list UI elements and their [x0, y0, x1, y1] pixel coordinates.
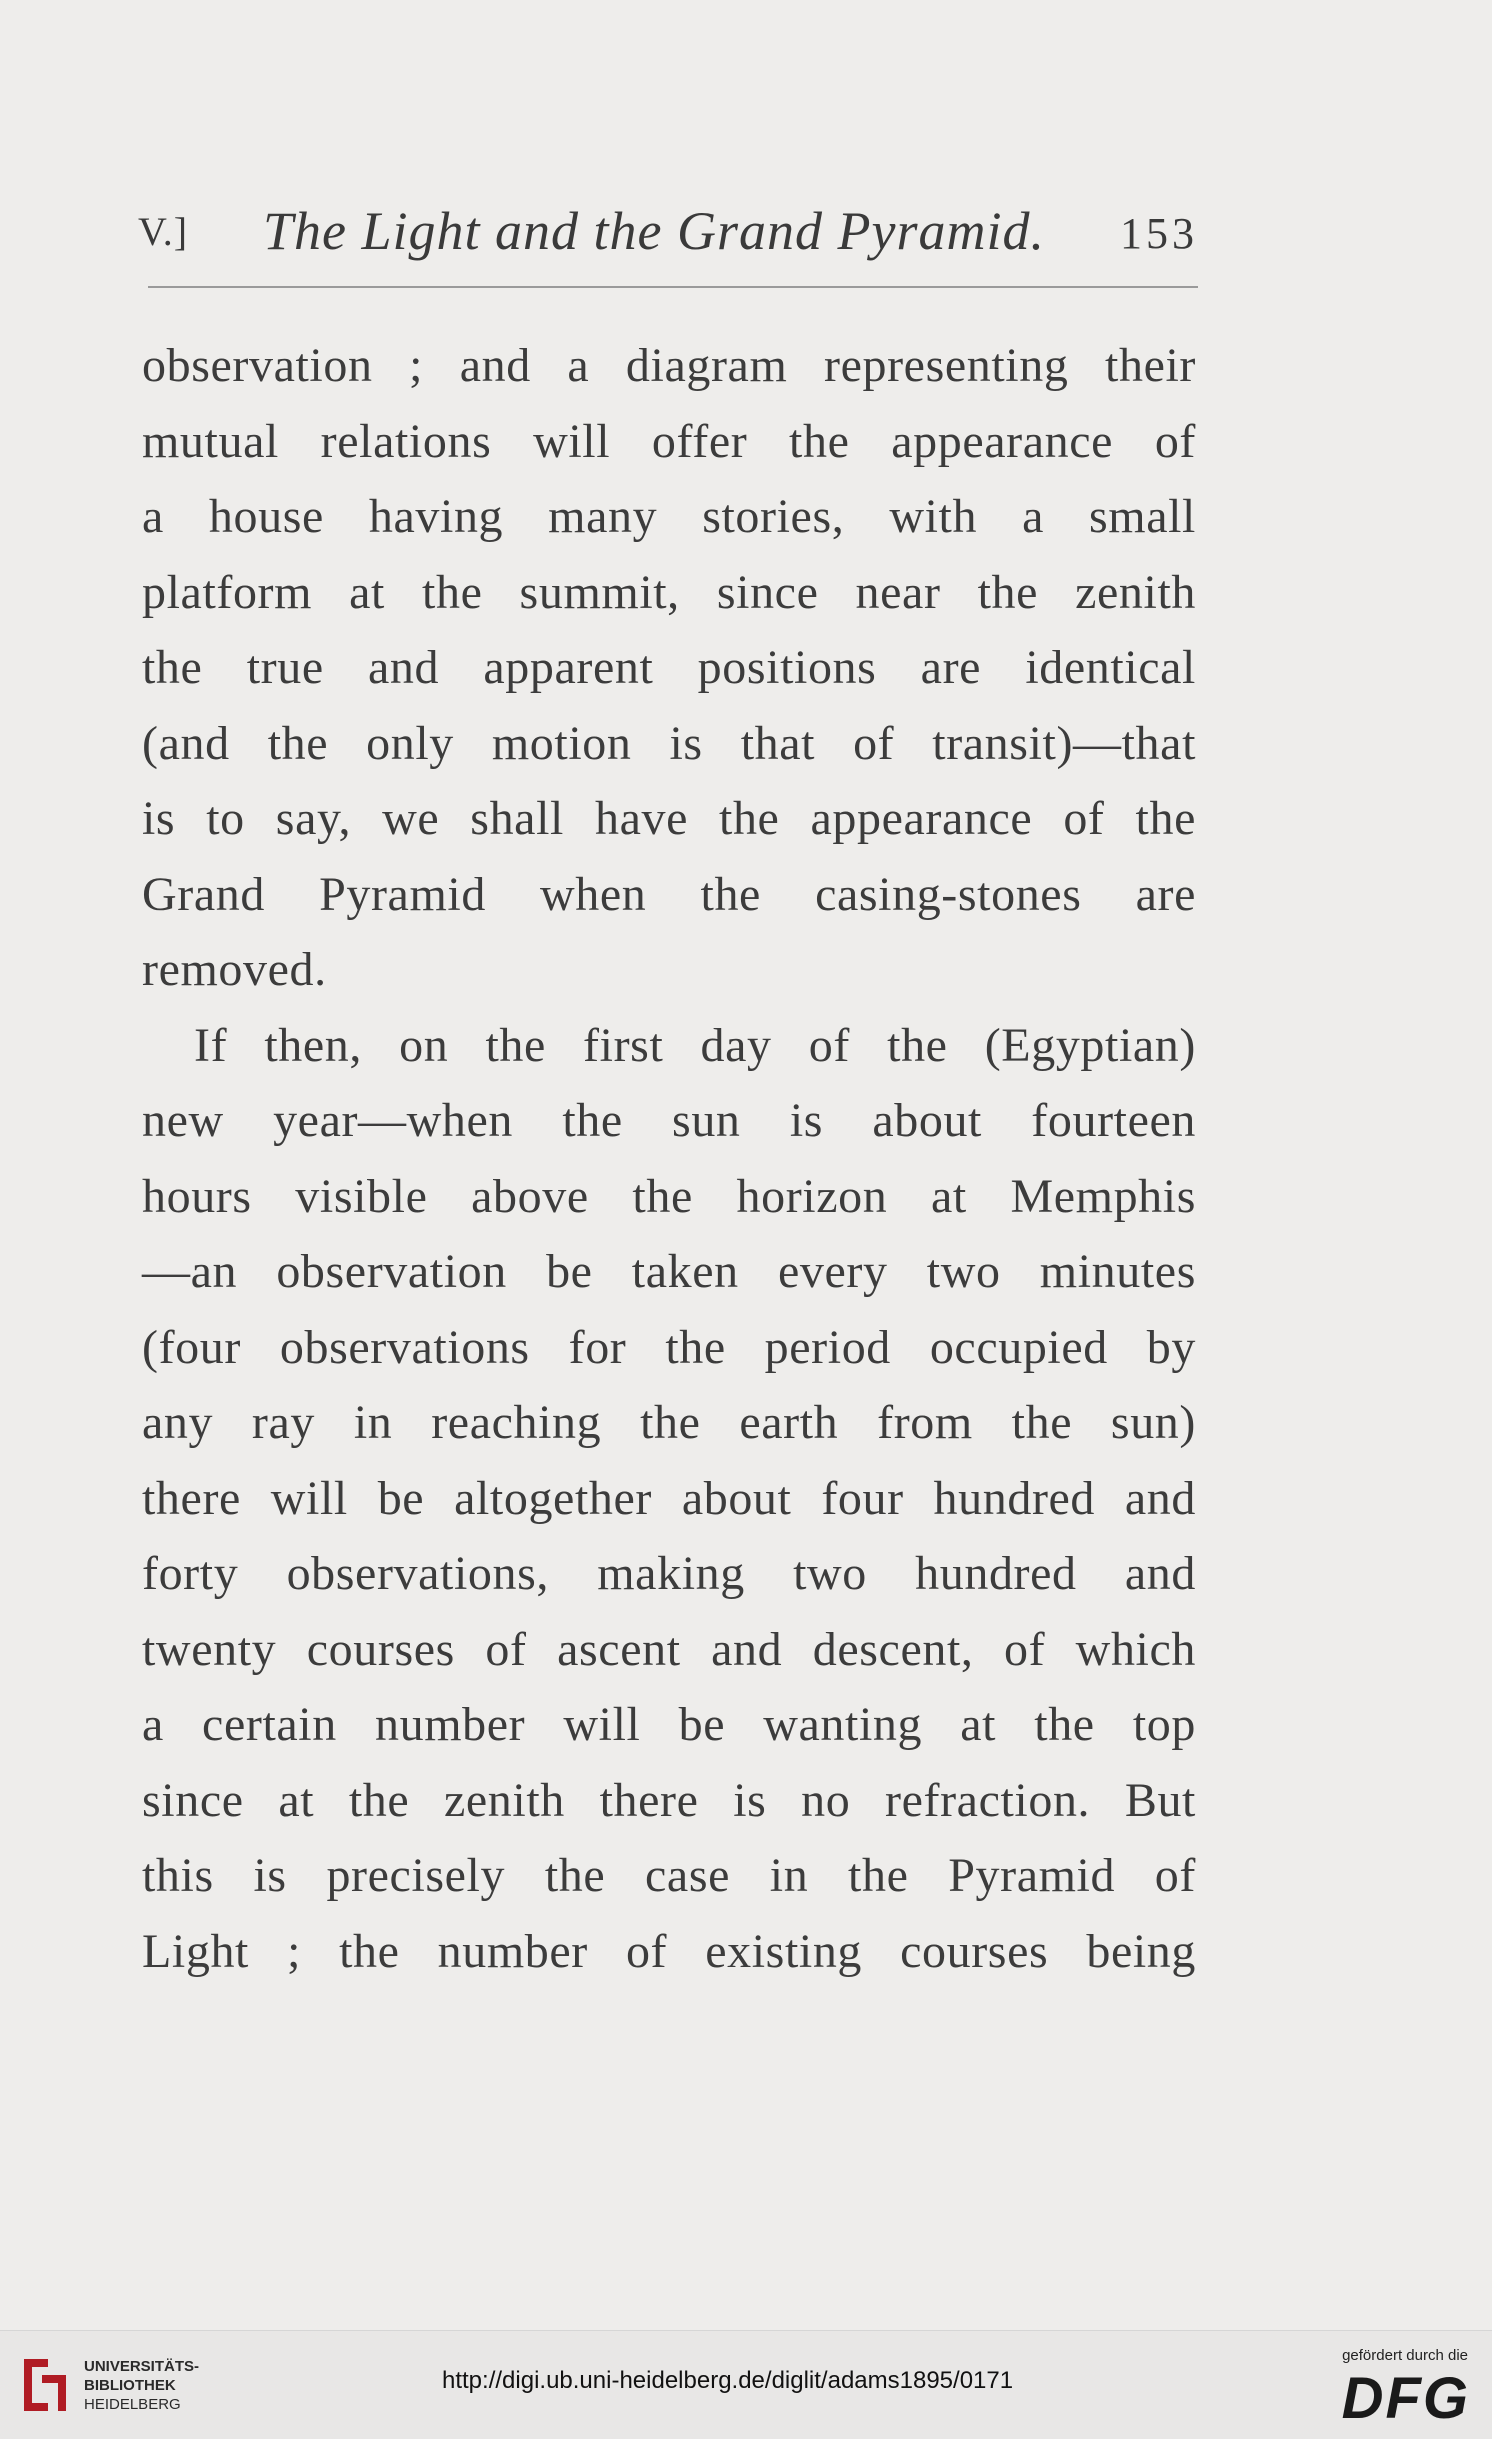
- text-line: removed.: [142, 943, 327, 996]
- text-line: the true and apparent positions are identical: [142, 641, 1196, 694]
- library-name-line: BIBLIOTHEK: [84, 2377, 176, 2394]
- text-line: a certain number will be wanting at the top: [142, 1698, 1196, 1751]
- library-name: [84, 2357, 199, 2414]
- page-number: 153: [1120, 209, 1198, 258]
- permalink-url[interactable]: http://digi.ub.uni-heidelberg.de/diglit/adams1895/0171: [442, 2367, 1014, 2394]
- text-line: mutual relations will offer the appearance of: [142, 414, 1196, 468]
- dfg-logo: DFG: [1341, 2366, 1470, 2431]
- text-line: this is precisely the case in the Pyramid of: [142, 1849, 1196, 1902]
- text-line: is to say, we shall have the appearance of the: [142, 792, 1196, 845]
- funder-caption: gefördert durch die: [1342, 2347, 1468, 2364]
- text-line: Light ; the number of existing courses being: [142, 1924, 1196, 1978]
- text-line: (four observations for the period occupied by: [142, 1320, 1196, 1374]
- footer-bar: [0, 2330, 1492, 2439]
- library-name-line: UNIVERSITÄTS-: [84, 2358, 200, 2375]
- text-line: forty observations, making two hundred and: [142, 1547, 1196, 1600]
- running-head: [138, 200, 1198, 270]
- text-line: (and the only motion is that of transit)—that: [142, 716, 1196, 770]
- text-line: hours visible above the horizon at Memphis: [142, 1169, 1196, 1223]
- text-line: any ray in reaching the earth from the sun): [142, 1396, 1196, 1449]
- text-line: platform at the summit, since near the zenith: [142, 565, 1196, 619]
- chapter-number: V.]: [138, 209, 189, 254]
- running-title: The Light and the Grand Pyramid.: [263, 201, 1045, 261]
- text-line: there will be altogether about four hundred and: [142, 1471, 1196, 1525]
- text-line: observation ; and a diagram representing their: [142, 339, 1196, 392]
- text-line: Grand Pyramid when the casing-stones are: [142, 867, 1196, 921]
- text-line: new year—when the sun is about fourteen: [142, 1094, 1196, 1147]
- header-rule: [148, 286, 1198, 288]
- library-name-line: HEIDELBERG: [84, 2396, 181, 2413]
- text-line: —an observation be taken every two minutes: [142, 1245, 1196, 1298]
- text-line: If then, on the first day of the (Egyptian): [194, 1018, 1196, 1072]
- text-line: since at the zenith there is no refraction. But: [142, 1773, 1196, 1827]
- text-line: twenty courses of ascent and descent, of which: [142, 1622, 1196, 1676]
- library-logo-icon: [18, 2353, 72, 2417]
- text-line: a house having many stories, with a small: [142, 490, 1196, 543]
- body-text: [142, 328, 1196, 1989]
